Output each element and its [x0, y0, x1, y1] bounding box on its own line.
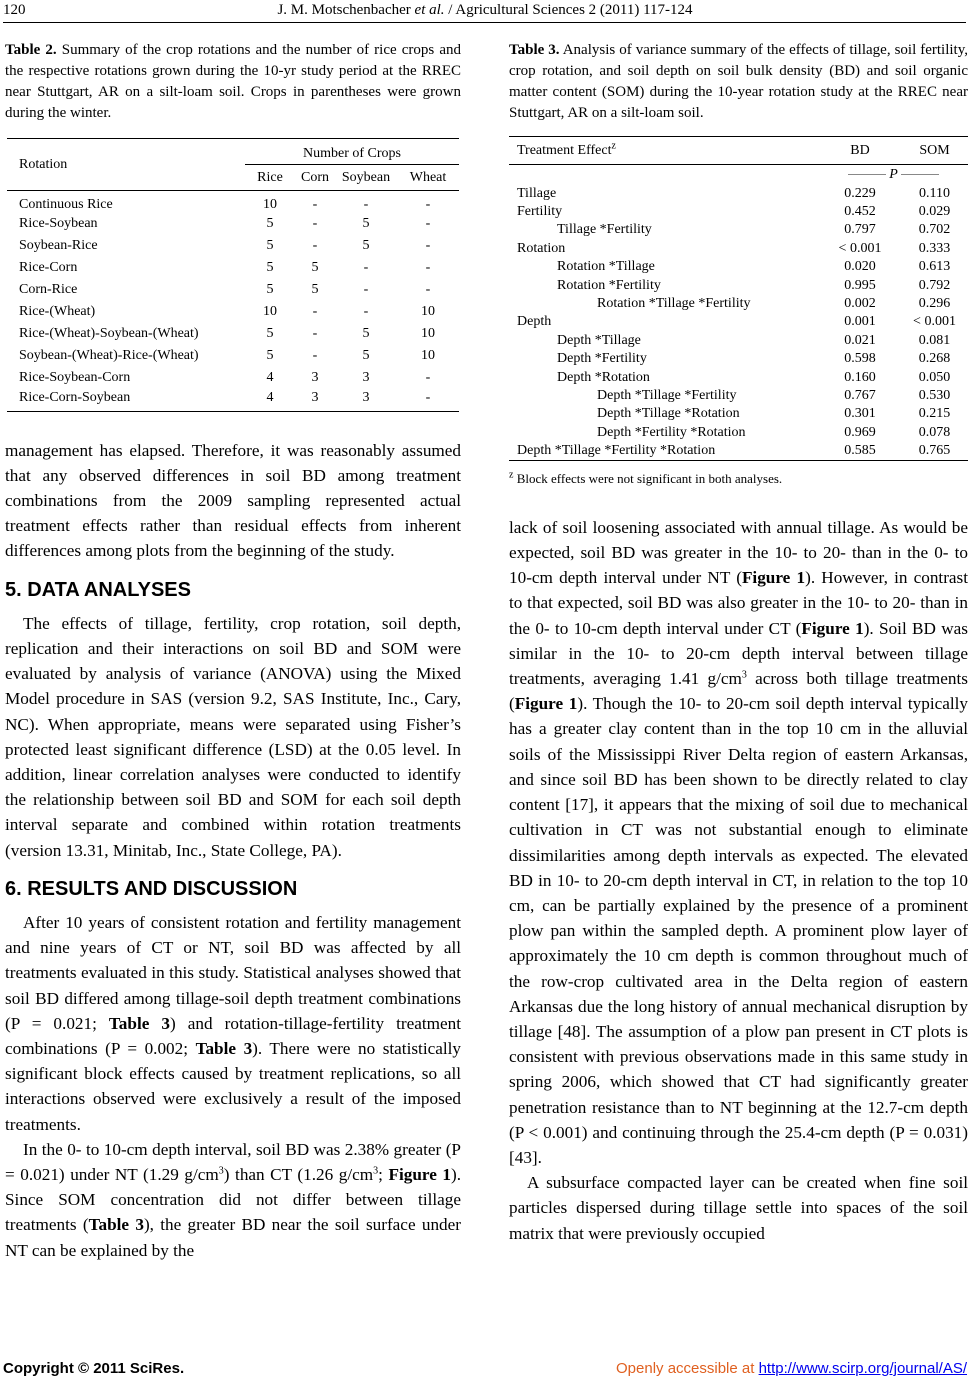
table3-effect-cell: Depth — [517, 314, 552, 330]
text-run: ) and rotation-tillage-fertility treatment combinations (P = 0.002; — [5, 1013, 461, 1058]
superscript: 3 — [218, 1165, 224, 1177]
running-title-etal: et al. — [414, 2, 445, 18]
table3-bd-cell: 0.995 — [844, 277, 876, 293]
figure1-ref[interactable]: Figure 1 — [741, 568, 806, 588]
table-row — [7, 301, 459, 323]
table2-count-cell: - — [363, 197, 369, 212]
table2-count-cell: 5 — [266, 348, 274, 363]
section-5-para: The effects of tillage, fertility, crop rotation, soil depth, replication and their interactions on soil BD and SOM were evaluated by analysis of variance (ANOVA) using the Mixed Model procedure in SAS (version 9.2, SAS Institute, Inc., Cary, NC). When appropriate, means were separated using Fisher’s protected least significant difference (LSD) at the 0.05 level. In addition, linear correlation analyses were conducted to identify the relationship between soil BD and SOM for each soil depth interval separate and combined within rotation treatments (version 13.31, Minitab, Inc., State College, PA). — [5, 613, 461, 860]
table3-som-cell: 0.268 — [918, 351, 951, 367]
table2-count-cell: 5 — [266, 260, 274, 275]
section-6-para-1 — [5, 910, 461, 1137]
table3-bd-cell: 0.021 — [844, 332, 876, 348]
table3-som-cell: 0.333 — [918, 240, 951, 256]
left-body — [5, 438, 461, 1263]
table-row — [7, 345, 459, 367]
table3-caption — [509, 40, 968, 124]
table3-ref[interactable]: Table 3 — [88, 1215, 144, 1235]
table-row — [509, 350, 968, 368]
running-title-rest: / Agricultural Sciences 2 (2011) 117-124 — [444, 2, 693, 18]
table2-count-cell: - — [312, 326, 318, 341]
table-row — [7, 323, 459, 345]
table3-bd-cell: 0.002 — [844, 296, 876, 312]
table2-count-cell: 10 — [421, 348, 435, 363]
table-row — [509, 368, 968, 386]
table3-effect-cell: Rotation *Tillage *Fertility — [597, 296, 751, 312]
open-access-note — [616, 1360, 967, 1377]
table-row — [7, 367, 459, 389]
table-row — [7, 191, 459, 214]
table-row — [509, 387, 968, 405]
table2-count-cell: - — [312, 216, 318, 231]
running-title-authors: J. M. Motschenbacher — [277, 2, 411, 18]
table2-count-cell: - — [425, 370, 431, 385]
table2-rotation-cell: Soybean-Rice — [19, 238, 98, 253]
table3-effect-cell: Depth *Tillage *Fertility *Rotation — [517, 442, 716, 458]
table3-effect-cell: Tillage *Fertility — [557, 222, 652, 238]
table3 — [509, 136, 968, 461]
p-dash-left — [848, 174, 886, 175]
table2-rotation-cell: Rice-Corn-Soybean — [19, 389, 131, 405]
text-run: In the 0- to 10-cm depth interval, soil BD was 2.38% greater (P = 0.021) under NT (1.29 g/cm — [5, 1139, 461, 1184]
table-row — [509, 258, 968, 276]
table2-count-cell: 10 — [421, 304, 435, 319]
text-run: ; — [378, 1164, 389, 1184]
table-row — [509, 332, 968, 350]
table3-bd-cell: 0.160 — [844, 369, 876, 385]
right-body — [509, 515, 968, 1246]
page-header — [0, 0, 970, 20]
table3-som-cell: 0.702 — [918, 222, 951, 238]
table2-count-cell: - — [363, 260, 369, 275]
text-run: ). There were no statistically significant block effects caused by treatment replications, so all interactions observed were exclusively a result of the imposed treatments. — [5, 1038, 461, 1134]
p-label-text: P — [889, 166, 898, 182]
table-row — [7, 235, 459, 257]
table2-count-cell: 5 — [266, 282, 274, 297]
figure1-ref[interactable]: Figure 1 — [801, 618, 864, 638]
table3-som-cell: 0.050 — [918, 369, 951, 385]
table3-effect-cell: Depth *Fertility — [557, 351, 647, 367]
table-row — [509, 313, 968, 331]
table3-som-cell: 0.029 — [918, 204, 951, 220]
table2-rotation-cell: Corn-Rice — [19, 282, 78, 297]
table2-rotation-cell: Rice-Corn — [19, 260, 78, 275]
table-row — [7, 257, 459, 279]
table3-som-cell: 0.296 — [918, 296, 951, 312]
table3-p-label — [819, 165, 968, 185]
table2-count-cell: 3 — [362, 389, 370, 405]
table3-som-cell: 0.613 — [918, 259, 951, 275]
table2-count-cell: 5 — [266, 216, 274, 231]
table3-effect-cell: Depth *Fertility *Rotation — [597, 424, 746, 440]
text-run: lack of soil loosening associated with annual tillage. As would be expected, soil BD was greater in the 10- to 20- than in the 0- to 10-cm depth interval under NT ( — [509, 517, 968, 588]
table2-count-cell: 3 — [311, 389, 319, 405]
table3-som-cell: 0.081 — [918, 332, 951, 348]
table2-rotation-cell: Continuous Rice — [19, 197, 113, 212]
table3-som-cell: < 0.001 — [913, 314, 956, 330]
superscript: z — [611, 139, 616, 151]
table2-count-cell: - — [425, 389, 431, 405]
table-row — [7, 213, 459, 235]
page-number: 120 — [3, 2, 26, 18]
table3-bd-cell: 0.001 — [844, 314, 876, 330]
table2-count-cell: 5 — [362, 326, 370, 341]
table3-bd-cell: 0.767 — [844, 387, 876, 403]
table3-p-spacer — [509, 165, 819, 185]
section-6-para-2 — [5, 1137, 461, 1263]
left-para-continued: management has elapsed. Therefore, it was reasonably assumed that any observed differences in soil BD among treatment combinations from the 2009 sampling represented actual treatment effects rather than residual effects from inherent differences among plots from the beginning of the study. — [5, 440, 461, 561]
table-row — [509, 295, 968, 313]
table2-count-cell: - — [363, 282, 369, 297]
table3-effect-cell: Fertility — [517, 204, 563, 220]
table3-effect-cell: Rotation — [517, 240, 566, 256]
table-row — [509, 203, 968, 221]
table3-som-cell: 0.530 — [918, 387, 951, 403]
table3-bd-cell: 0.598 — [844, 351, 876, 367]
table3-effect-cell: Depth *Tillage — [557, 332, 641, 348]
table2 — [7, 138, 459, 412]
table2-col-rotation: Rotation — [7, 139, 245, 191]
text-run: across both tillage treatments ( — [509, 669, 968, 714]
open-access-text: Openly accessible at — [616, 1360, 759, 1377]
table3-som-cell: 0.110 — [919, 185, 950, 201]
table2-count-cell: - — [312, 238, 318, 253]
table3-footnote-text: Block effects were not significant in both analyses. — [513, 470, 783, 486]
table3-bd-cell: 0.585 — [844, 442, 876, 458]
table-row — [509, 442, 968, 460]
table3-bd-cell: 0.020 — [844, 259, 876, 275]
figure1-ref[interactable]: Figure 1 — [388, 1164, 451, 1184]
table2-count-cell: - — [425, 197, 431, 212]
copyright: Copyright © 2011 SciRes. — [3, 1360, 185, 1377]
text-run: After 10 years of consistent rotation and fertility management and nine years of CT or NT, soil BD was affected by all treatments evaluated in this study. Statistical analyses showed that soil BD differed among tillage-soil depth treatment combinations (P = 0.021; — [5, 912, 461, 1033]
table2-count-cell: - — [425, 260, 431, 275]
table2-count-cell: - — [425, 238, 431, 253]
table3-bd-cell: < 0.001 — [838, 240, 882, 256]
table2-count-cell: 10 — [421, 326, 435, 341]
table3-bd-cell: 0.969 — [844, 424, 876, 440]
table2-count-cell: 5 — [311, 260, 319, 275]
table2-rotation-cell: Soybean-(Wheat)-Rice-(Wheat) — [19, 348, 199, 363]
table3-ref[interactable]: Table 3 — [195, 1038, 253, 1058]
table3-effect-cell: Tillage — [517, 185, 557, 201]
table2-count-cell: 3 — [311, 370, 319, 385]
table2-count-cell: - — [312, 197, 318, 212]
table2-group-header: Number of Crops — [245, 139, 459, 165]
table2-col-corn: Corn — [295, 165, 335, 191]
table-row — [509, 424, 968, 442]
table3-effect-cell: Depth *Tillage *Fertility — [597, 387, 737, 403]
table2-count-cell: 5 — [362, 216, 370, 231]
table3-p-row — [509, 165, 968, 185]
table2-label: Table 2. — [5, 42, 57, 58]
table3-ref[interactable]: Table 3 — [108, 1013, 171, 1033]
section-5-title: 5. DATA ANALYSES — [5, 578, 191, 601]
table3-bd-cell: 0.301 — [844, 406, 876, 422]
journal-link[interactable]: http://www.scirp.org/journal/AS/ — [758, 1360, 967, 1377]
superscript: 3 — [373, 1165, 379, 1177]
right-column — [509, 40, 968, 1246]
table-row — [7, 279, 459, 301]
table2-count-cell: - — [425, 216, 431, 231]
table2-caption-text: Summary of the crop rotations and the number of rice crops and the respective rotations grown during the 10-yr study period at the RREC near Stuttgart, AR on a silt-loam soil. Crops in parentheses were grown during the winter. — [5, 42, 461, 121]
table2-count-cell: 10 — [263, 197, 277, 212]
table3-bd-cell: 0.797 — [844, 222, 876, 238]
table-row — [509, 185, 968, 203]
table2-col-wheat: Wheat — [397, 165, 459, 191]
table2-rotation-cell: Rice-(Wheat)-Soybean-(Wheat) — [19, 326, 199, 341]
text-run: ). However, in contrast to that expected, soil BD was also greater in the 10- to 20- than in the 0- to 10-cm depth interval under CT ( — [509, 568, 969, 638]
right-para-2: A subsurface compacted layer can be created when fine soil particles dispersed during tillage settle into spaces of the soil matrix that were previously occupied — [509, 1173, 968, 1243]
superscript: 3 — [741, 669, 747, 681]
text-run: ). Soil BD was similar in the 10- to 20-cm depth interval between tillage treatments, averaging 1.41 g/cm — [509, 618, 968, 689]
table3-bd-cell: 0.452 — [844, 204, 876, 220]
table3-col-effect-text: Treatment Effect — [517, 142, 612, 158]
table3-caption-text: Analysis of variance summary of the effects of tillage, soil fertility, crop rotation, and soil depth on soil bulk density (BD) and soil organic matter content (SOM) during the 10-year rotation study at the RREC near Stuttgart, AR on a silt-loam soil. — [509, 42, 969, 121]
table-row — [509, 221, 968, 239]
table3-som-cell: 0.792 — [918, 277, 951, 293]
table3-som-cell: 0.765 — [918, 442, 951, 458]
table-row — [509, 276, 968, 294]
left-column — [5, 40, 461, 1263]
table3-col-effect — [509, 137, 819, 165]
table3-som-cell: 0.215 — [918, 406, 951, 422]
table3-header — [509, 137, 968, 165]
table2-rotation-cell: Rice-Soybean-Corn — [19, 370, 131, 385]
p-dash-right — [901, 174, 939, 175]
table2-col-soybean: Soybean — [335, 165, 397, 191]
table-row — [7, 389, 459, 411]
table3-effect-cell: Rotation *Tillage — [557, 259, 655, 275]
table2-count-cell: 5 — [362, 348, 370, 363]
table3-effect-cell: Depth *Tillage *Rotation — [597, 406, 740, 422]
table3-body — [509, 185, 968, 461]
text-run: ). Since SOM concentration did not differ between tillage treatments ( — [5, 1164, 462, 1235]
table2-col-rice: Rice — [245, 165, 295, 191]
table3-effect-cell: Depth *Rotation — [557, 369, 650, 385]
figure1-ref[interactable]: Figure 1 — [514, 694, 578, 714]
table2-count-cell: 5 — [362, 238, 370, 253]
table2-count-cell: - — [425, 282, 431, 297]
superscript: z — [509, 469, 514, 481]
table2-rotation-cell: Rice-(Wheat) — [19, 304, 96, 319]
text-run: ). Though the 10- to 20-cm soil depth interval typically has a greater clay content than in the top 10 cm in the alluvial soils of the Mississippi River Delta region of eastern Arkansas, and since soil BD has been shown to be directly related to clay content [17], it appears that the mixing of soil due to mechanical cultivation in CT was not substantial enough to eliminate dissimilarities among depth intervals as expected. The elevated BD in 10- to 20-cm depth interval in CT, in relation to the top 10 cm, can be partially explained by the presence of a prominent plow pan within the sampled depth. A prominent plow layer of approximately the 10 cm depth is common throughout much of the row-crop cultivated area in the Delta region of eastern Arkansas due the long history of annual mechanical disruption by tillage [48]. The assumption of a plow pan present in CT plots is consistent with previous observations made in this same study in spring 2006, which showed that CT had significantly greater penetration resistance than to NT beginning at the 12.7-cm depth (P < 0.001) and continuing through the 25.4-cm depth (P = 0.031) [43]. — [509, 694, 969, 1167]
table3-col-som: SOM — [919, 142, 950, 158]
table3-bd-cell: 0.229 — [844, 185, 876, 201]
table2-rotation-cell: Rice-Soybean — [19, 216, 98, 231]
text-run: ), the greater BD near the soil surface under NT can be explained by the — [5, 1215, 461, 1260]
table3-label: Table 3. — [509, 42, 560, 58]
table2-count-cell: - — [312, 348, 318, 363]
table2-count-cell: 4 — [266, 370, 274, 385]
table2-caption — [5, 40, 461, 124]
table2-count-cell: 3 — [362, 370, 370, 385]
table3-footnote — [509, 471, 968, 487]
table2-body — [7, 191, 459, 412]
table2-count-cell: - — [363, 304, 369, 319]
table-row — [509, 405, 968, 423]
section-6-title: 6. RESULTS AND DISCUSSION — [5, 877, 298, 900]
table2-count-cell: 5 — [266, 326, 274, 341]
table2-count-cell: 5 — [266, 238, 274, 253]
running-title — [0, 2, 970, 19]
right-para-1 — [509, 515, 968, 1170]
text-run: ) than CT (1.26 g/cm — [223, 1164, 374, 1184]
table-row — [509, 240, 968, 258]
table2-count-cell: 10 — [263, 304, 277, 319]
table2-count-cell: 5 — [311, 282, 319, 297]
table3-som-cell: 0.078 — [918, 424, 951, 440]
table2-count-cell: 4 — [266, 389, 274, 405]
table2-count-cell: - — [312, 304, 318, 319]
header-rule — [3, 22, 966, 23]
table3-effect-cell: Rotation *Fertility — [557, 277, 661, 293]
table3-col-bd: BD — [850, 142, 870, 158]
